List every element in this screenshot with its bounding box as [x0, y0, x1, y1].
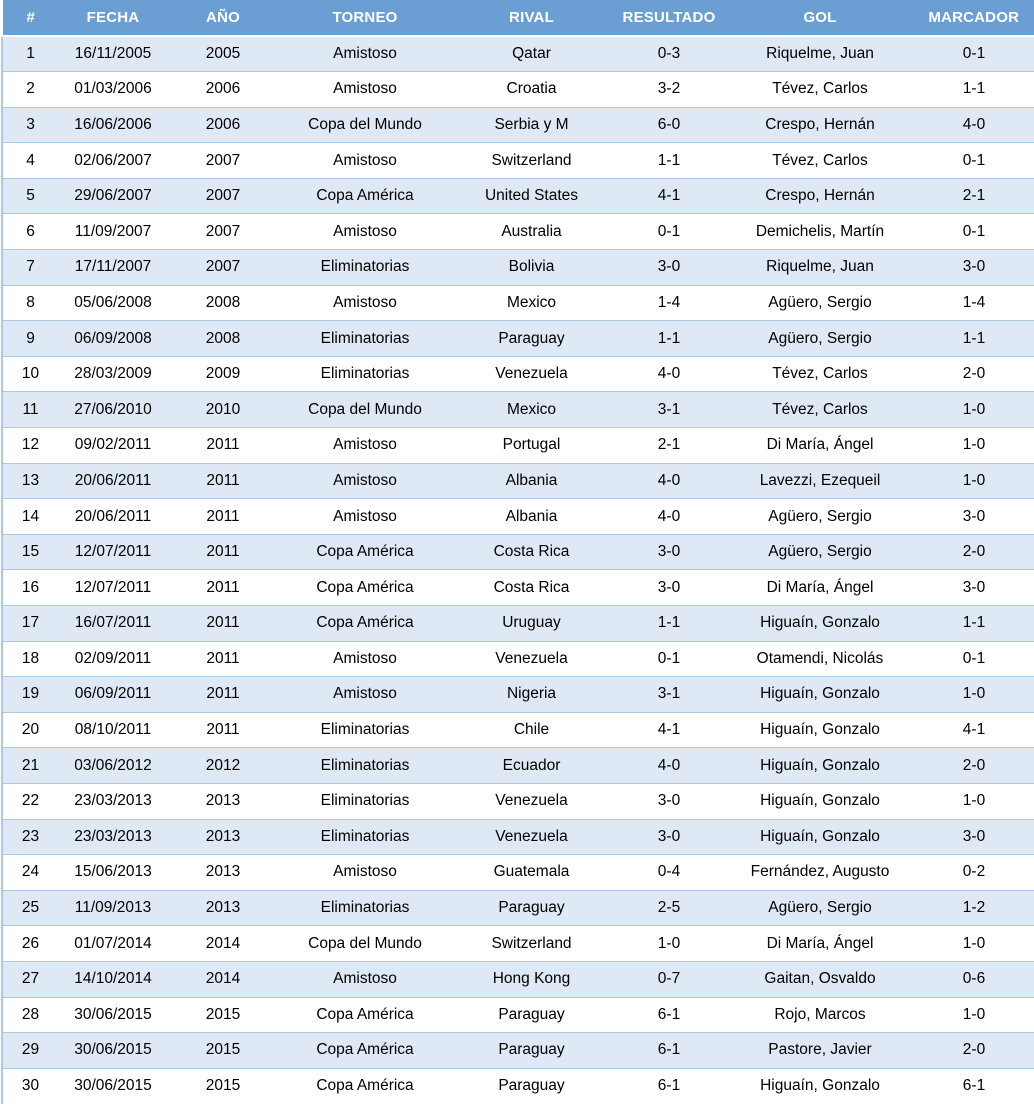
cell-resultado: 6-1 — [612, 1033, 727, 1069]
cell-numero: 21 — [2, 748, 59, 784]
cell-resultado: 0-3 — [612, 36, 727, 72]
cell-ano: 2015 — [168, 1033, 279, 1069]
cell-rival: Costa Rica — [452, 570, 612, 606]
cell-ano: 2011 — [168, 712, 279, 748]
column-header-marcador: MARCADOR — [914, 0, 1034, 36]
cell-numero: 14 — [2, 499, 59, 535]
cell-rival: Costa Rica — [452, 534, 612, 570]
cell-resultado: 4-0 — [612, 356, 727, 392]
cell-rival: Paraguay — [452, 321, 612, 357]
cell-gol: Tévez, Carlos — [727, 356, 914, 392]
cell-torneo: Eliminatorias — [279, 356, 452, 392]
cell-fecha: 08/10/2011 — [59, 712, 168, 748]
cell-gol: Agüero, Sergio — [727, 321, 914, 357]
cell-numero: 18 — [2, 641, 59, 677]
cell-numero: 27 — [2, 961, 59, 997]
cell-resultado: 4-0 — [612, 748, 727, 784]
column-header-gol: GOL — [727, 0, 914, 36]
cell-marcador: 1-1 — [914, 606, 1034, 642]
cell-rival: Serbia y M — [452, 107, 612, 143]
cell-marcador: 2-0 — [914, 1033, 1034, 1069]
cell-numero: 1 — [2, 36, 59, 72]
column-header-torneo: TORNEO — [279, 0, 452, 36]
cell-ano: 2011 — [168, 463, 279, 499]
cell-fecha: 16/11/2005 — [59, 36, 168, 72]
cell-rival: Croatia — [452, 72, 612, 108]
cell-gol: Higuaín, Gonzalo — [727, 748, 914, 784]
cell-numero: 26 — [2, 926, 59, 962]
cell-marcador: 3-0 — [914, 250, 1034, 286]
cell-rival: Mexico — [452, 392, 612, 428]
cell-ano: 2012 — [168, 748, 279, 784]
table-row — [2, 961, 1034, 997]
cell-resultado: 3-0 — [612, 534, 727, 570]
table-row — [2, 677, 1034, 713]
cell-marcador: 3-0 — [914, 819, 1034, 855]
cell-ano: 2008 — [168, 285, 279, 321]
cell-numero: 4 — [2, 143, 59, 179]
cell-resultado: 0-1 — [612, 641, 727, 677]
cell-gol: Di María, Ángel — [727, 926, 914, 962]
cell-torneo: Copa del Mundo — [279, 926, 452, 962]
cell-rival: Paraguay — [452, 997, 612, 1033]
cell-fecha: 23/03/2013 — [59, 783, 168, 819]
cell-rival: United States — [452, 178, 612, 214]
cell-marcador: 6-1 — [914, 1068, 1034, 1104]
cell-resultado: 1-4 — [612, 285, 727, 321]
cell-torneo: Eliminatorias — [279, 783, 452, 819]
cell-numero: 8 — [2, 285, 59, 321]
cell-torneo: Amistoso — [279, 855, 452, 891]
cell-rival: Venezuela — [452, 641, 612, 677]
cell-resultado: 3-0 — [612, 570, 727, 606]
cell-ano: 2013 — [168, 890, 279, 926]
cell-ano: 2014 — [168, 926, 279, 962]
cell-rival: Hong Kong — [452, 961, 612, 997]
cell-marcador: 1-0 — [914, 463, 1034, 499]
cell-fecha: 23/03/2013 — [59, 819, 168, 855]
cell-resultado: 4-1 — [612, 712, 727, 748]
cell-gol: Agüero, Sergio — [727, 534, 914, 570]
cell-torneo: Copa del Mundo — [279, 392, 452, 428]
cell-numero: 24 — [2, 855, 59, 891]
cell-fecha: 12/07/2011 — [59, 534, 168, 570]
cell-numero: 12 — [2, 428, 59, 464]
cell-resultado: 3-0 — [612, 783, 727, 819]
cell-fecha: 12/07/2011 — [59, 570, 168, 606]
table-row — [2, 143, 1034, 179]
cell-torneo: Copa América — [279, 1068, 452, 1104]
column-header-numero: # — [2, 0, 59, 36]
table-row — [2, 285, 1034, 321]
table-row — [2, 606, 1034, 642]
cell-gol: Pastore, Javier — [727, 1033, 914, 1069]
header-row — [2, 0, 1034, 36]
table-row — [2, 748, 1034, 784]
cell-ano: 2014 — [168, 961, 279, 997]
cell-fecha: 03/06/2012 — [59, 748, 168, 784]
cell-ano: 2007 — [168, 250, 279, 286]
cell-gol: Higuaín, Gonzalo — [727, 819, 914, 855]
cell-ano: 2011 — [168, 534, 279, 570]
cell-fecha: 17/11/2007 — [59, 250, 168, 286]
cell-resultado: 1-1 — [612, 143, 727, 179]
cell-gol: Fernández, Augusto — [727, 855, 914, 891]
cell-marcador: 1-0 — [914, 783, 1034, 819]
cell-torneo: Copa América — [279, 997, 452, 1033]
cell-numero: 23 — [2, 819, 59, 855]
cell-marcador: 1-0 — [914, 677, 1034, 713]
cell-rival: Ecuador — [452, 748, 612, 784]
cell-torneo: Eliminatorias — [279, 890, 452, 926]
cell-torneo: Eliminatorias — [279, 250, 452, 286]
cell-gol: Di María, Ángel — [727, 428, 914, 464]
cell-torneo: Eliminatorias — [279, 321, 452, 357]
cell-resultado: 4-1 — [612, 178, 727, 214]
cell-ano: 2007 — [168, 143, 279, 179]
cell-torneo: Copa América — [279, 1033, 452, 1069]
cell-rival: Venezuela — [452, 356, 612, 392]
cell-ano: 2011 — [168, 570, 279, 606]
cell-rival: Paraguay — [452, 1068, 612, 1104]
cell-numero: 28 — [2, 997, 59, 1033]
cell-fecha: 14/10/2014 — [59, 961, 168, 997]
cell-gol: Riquelme, Juan — [727, 250, 914, 286]
cell-ano: 2013 — [168, 783, 279, 819]
cell-marcador: 0-1 — [914, 641, 1034, 677]
table-row — [2, 926, 1034, 962]
cell-marcador: 2-1 — [914, 178, 1034, 214]
cell-fecha: 16/06/2006 — [59, 107, 168, 143]
cell-resultado: 6-0 — [612, 107, 727, 143]
cell-torneo: Eliminatorias — [279, 712, 452, 748]
column-header-rival: RIVAL — [452, 0, 612, 36]
cell-rival: Portugal — [452, 428, 612, 464]
cell-ano: 2010 — [168, 392, 279, 428]
cell-gol: Tévez, Carlos — [727, 72, 914, 108]
column-header-ano: AÑO — [168, 0, 279, 36]
cell-gol: Agüero, Sergio — [727, 499, 914, 535]
cell-fecha: 30/06/2015 — [59, 1068, 168, 1104]
table-row — [2, 1068, 1034, 1104]
cell-numero: 30 — [2, 1068, 59, 1104]
cell-fecha: 05/06/2008 — [59, 285, 168, 321]
table-row — [2, 499, 1034, 535]
cell-ano: 2006 — [168, 107, 279, 143]
cell-numero: 5 — [2, 178, 59, 214]
table-row — [2, 356, 1034, 392]
cell-numero: 22 — [2, 783, 59, 819]
cell-resultado: 3-0 — [612, 250, 727, 286]
cell-rival: Qatar — [452, 36, 612, 72]
cell-torneo: Amistoso — [279, 428, 452, 464]
cell-numero: 11 — [2, 392, 59, 428]
cell-marcador: 1-0 — [914, 392, 1034, 428]
cell-gol: Di María, Ángel — [727, 570, 914, 606]
cell-torneo: Copa América — [279, 178, 452, 214]
table-row — [2, 997, 1034, 1033]
cell-fecha: 27/06/2010 — [59, 392, 168, 428]
cell-rival: Australia — [452, 214, 612, 250]
cell-gol: Crespo, Hernán — [727, 107, 914, 143]
cell-ano: 2011 — [168, 428, 279, 464]
cell-ano: 2007 — [168, 214, 279, 250]
cell-marcador: 1-0 — [914, 926, 1034, 962]
cell-ano: 2008 — [168, 321, 279, 357]
cell-marcador: 2-0 — [914, 356, 1034, 392]
cell-torneo: Amistoso — [279, 463, 452, 499]
cell-rival: Uruguay — [452, 606, 612, 642]
cell-ano: 2009 — [168, 356, 279, 392]
cell-marcador: 0-1 — [914, 36, 1034, 72]
column-header-resultado: RESULTADO — [612, 0, 727, 36]
cell-torneo: Copa América — [279, 534, 452, 570]
cell-marcador: 0-1 — [914, 214, 1034, 250]
cell-fecha: 02/09/2011 — [59, 641, 168, 677]
table-row — [2, 855, 1034, 891]
cell-numero: 10 — [2, 356, 59, 392]
cell-ano: 2007 — [168, 178, 279, 214]
table-row — [2, 1033, 1034, 1069]
cell-fecha: 15/06/2013 — [59, 855, 168, 891]
cell-marcador: 0-6 — [914, 961, 1034, 997]
cell-gol: Higuaín, Gonzalo — [727, 712, 914, 748]
column-header-fecha: FECHA — [59, 0, 168, 36]
cell-resultado: 1-1 — [612, 606, 727, 642]
cell-marcador: 1-0 — [914, 997, 1034, 1033]
cell-gol: Gaitan, Osvaldo — [727, 961, 914, 997]
cell-gol: Tévez, Carlos — [727, 392, 914, 428]
cell-resultado: 4-0 — [612, 463, 727, 499]
cell-gol: Higuaín, Gonzalo — [727, 1068, 914, 1104]
cell-torneo: Amistoso — [279, 285, 452, 321]
table-row — [2, 463, 1034, 499]
cell-fecha: 02/06/2007 — [59, 143, 168, 179]
cell-resultado: 3-1 — [612, 677, 727, 713]
cell-fecha: 20/06/2011 — [59, 499, 168, 535]
cell-marcador: 1-1 — [914, 72, 1034, 108]
cell-torneo: Amistoso — [279, 499, 452, 535]
cell-ano: 2013 — [168, 819, 279, 855]
table-row — [2, 819, 1034, 855]
cell-fecha: 06/09/2011 — [59, 677, 168, 713]
table-row — [2, 321, 1034, 357]
cell-gol: Higuaín, Gonzalo — [727, 783, 914, 819]
cell-ano: 2015 — [168, 997, 279, 1033]
cell-numero: 29 — [2, 1033, 59, 1069]
cell-marcador: 3-0 — [914, 570, 1034, 606]
cell-marcador: 2-0 — [914, 748, 1034, 784]
table-row — [2, 570, 1034, 606]
cell-gol: Crespo, Hernán — [727, 178, 914, 214]
cell-resultado: 4-0 — [612, 499, 727, 535]
cell-fecha: 01/07/2014 — [59, 926, 168, 962]
cell-fecha: 29/06/2007 — [59, 178, 168, 214]
cell-torneo: Amistoso — [279, 143, 452, 179]
table-row — [2, 72, 1034, 108]
cell-rival: Switzerland — [452, 143, 612, 179]
table-row — [2, 392, 1034, 428]
cell-rival: Paraguay — [452, 1033, 612, 1069]
table-body — [2, 36, 1034, 1104]
cell-resultado: 2-5 — [612, 890, 727, 926]
cell-numero: 2 — [2, 72, 59, 108]
cell-gol: Otamendi, Nicolás — [727, 641, 914, 677]
cell-ano: 2011 — [168, 677, 279, 713]
cell-fecha: 30/06/2015 — [59, 997, 168, 1033]
cell-marcador: 1-2 — [914, 890, 1034, 926]
cell-rival: Paraguay — [452, 890, 612, 926]
cell-resultado: 0-7 — [612, 961, 727, 997]
cell-rival: Albania — [452, 463, 612, 499]
cell-numero: 13 — [2, 463, 59, 499]
cell-gol: Rojo, Marcos — [727, 997, 914, 1033]
cell-marcador: 0-1 — [914, 143, 1034, 179]
cell-fecha: 11/09/2007 — [59, 214, 168, 250]
table-row — [2, 178, 1034, 214]
cell-fecha: 16/07/2011 — [59, 606, 168, 642]
table-row — [2, 712, 1034, 748]
cell-marcador: 1-4 — [914, 285, 1034, 321]
cell-marcador: 1-0 — [914, 428, 1034, 464]
cell-gol: Higuaín, Gonzalo — [727, 606, 914, 642]
cell-resultado: 1-1 — [612, 321, 727, 357]
cell-resultado: 1-0 — [612, 926, 727, 962]
table-row — [2, 428, 1034, 464]
cell-torneo: Eliminatorias — [279, 819, 452, 855]
cell-resultado: 2-1 — [612, 428, 727, 464]
table-row — [2, 107, 1034, 143]
cell-ano: 2005 — [168, 36, 279, 72]
cell-rival: Albania — [452, 499, 612, 535]
cell-resultado: 6-1 — [612, 1068, 727, 1104]
cell-numero: 6 — [2, 214, 59, 250]
cell-fecha: 06/09/2008 — [59, 321, 168, 357]
cell-numero: 17 — [2, 606, 59, 642]
cell-torneo: Copa América — [279, 606, 452, 642]
cell-ano: 2006 — [168, 72, 279, 108]
cell-rival: Mexico — [452, 285, 612, 321]
cell-rival: Nigeria — [452, 677, 612, 713]
cell-rival: Guatemala — [452, 855, 612, 891]
cell-gol: Higuaín, Gonzalo — [727, 677, 914, 713]
cell-gol: Riquelme, Juan — [727, 36, 914, 72]
table-row — [2, 534, 1034, 570]
cell-torneo: Amistoso — [279, 36, 452, 72]
cell-numero: 20 — [2, 712, 59, 748]
cell-numero: 15 — [2, 534, 59, 570]
cell-fecha: 20/06/2011 — [59, 463, 168, 499]
table-row — [2, 641, 1034, 677]
cell-torneo: Amistoso — [279, 641, 452, 677]
cell-torneo: Copa del Mundo — [279, 107, 452, 143]
cell-torneo: Amistoso — [279, 961, 452, 997]
cell-marcador: 2-0 — [914, 534, 1034, 570]
cell-ano: 2011 — [168, 641, 279, 677]
cell-numero: 16 — [2, 570, 59, 606]
cell-rival: Chile — [452, 712, 612, 748]
cell-gol: Tévez, Carlos — [727, 143, 914, 179]
table-row — [2, 890, 1034, 926]
cell-ano: 2011 — [168, 606, 279, 642]
cell-fecha: 11/09/2013 — [59, 890, 168, 926]
cell-ano: 2011 — [168, 499, 279, 535]
table-row — [2, 250, 1034, 286]
cell-ano: 2015 — [168, 1068, 279, 1104]
table-row — [2, 783, 1034, 819]
cell-torneo: Amistoso — [279, 214, 452, 250]
cell-resultado: 3-1 — [612, 392, 727, 428]
cell-resultado: 3-2 — [612, 72, 727, 108]
cell-torneo: Copa América — [279, 570, 452, 606]
cell-rival: Venezuela — [452, 783, 612, 819]
cell-torneo: Amistoso — [279, 72, 452, 108]
cell-fecha: 28/03/2009 — [59, 356, 168, 392]
cell-rival: Bolivia — [452, 250, 612, 286]
cell-marcador: 3-0 — [914, 499, 1034, 535]
cell-resultado: 6-1 — [612, 997, 727, 1033]
cell-marcador: 0-2 — [914, 855, 1034, 891]
cell-numero: 25 — [2, 890, 59, 926]
cell-numero: 7 — [2, 250, 59, 286]
cell-torneo: Eliminatorias — [279, 748, 452, 784]
cell-gol: Lavezzi, Ezequeil — [727, 463, 914, 499]
cell-resultado: 3-0 — [612, 819, 727, 855]
cell-marcador: 4-0 — [914, 107, 1034, 143]
cell-numero: 9 — [2, 321, 59, 357]
cell-fecha: 30/06/2015 — [59, 1033, 168, 1069]
cell-resultado: 0-4 — [612, 855, 727, 891]
cell-marcador: 4-1 — [914, 712, 1034, 748]
cell-resultado: 0-1 — [612, 214, 727, 250]
cell-numero: 19 — [2, 677, 59, 713]
cell-fecha: 09/02/2011 — [59, 428, 168, 464]
cell-rival: Venezuela — [452, 819, 612, 855]
cell-numero: 3 — [2, 107, 59, 143]
cell-gol: Agüero, Sergio — [727, 285, 914, 321]
cell-ano: 2013 — [168, 855, 279, 891]
cell-rival: Switzerland — [452, 926, 612, 962]
table-row — [2, 214, 1034, 250]
cell-gol: Agüero, Sergio — [727, 890, 914, 926]
cell-torneo: Amistoso — [279, 677, 452, 713]
table-row — [2, 36, 1034, 72]
cell-marcador: 1-1 — [914, 321, 1034, 357]
cell-fecha: 01/03/2006 — [59, 72, 168, 108]
cell-gol: Demichelis, Martín — [727, 214, 914, 250]
